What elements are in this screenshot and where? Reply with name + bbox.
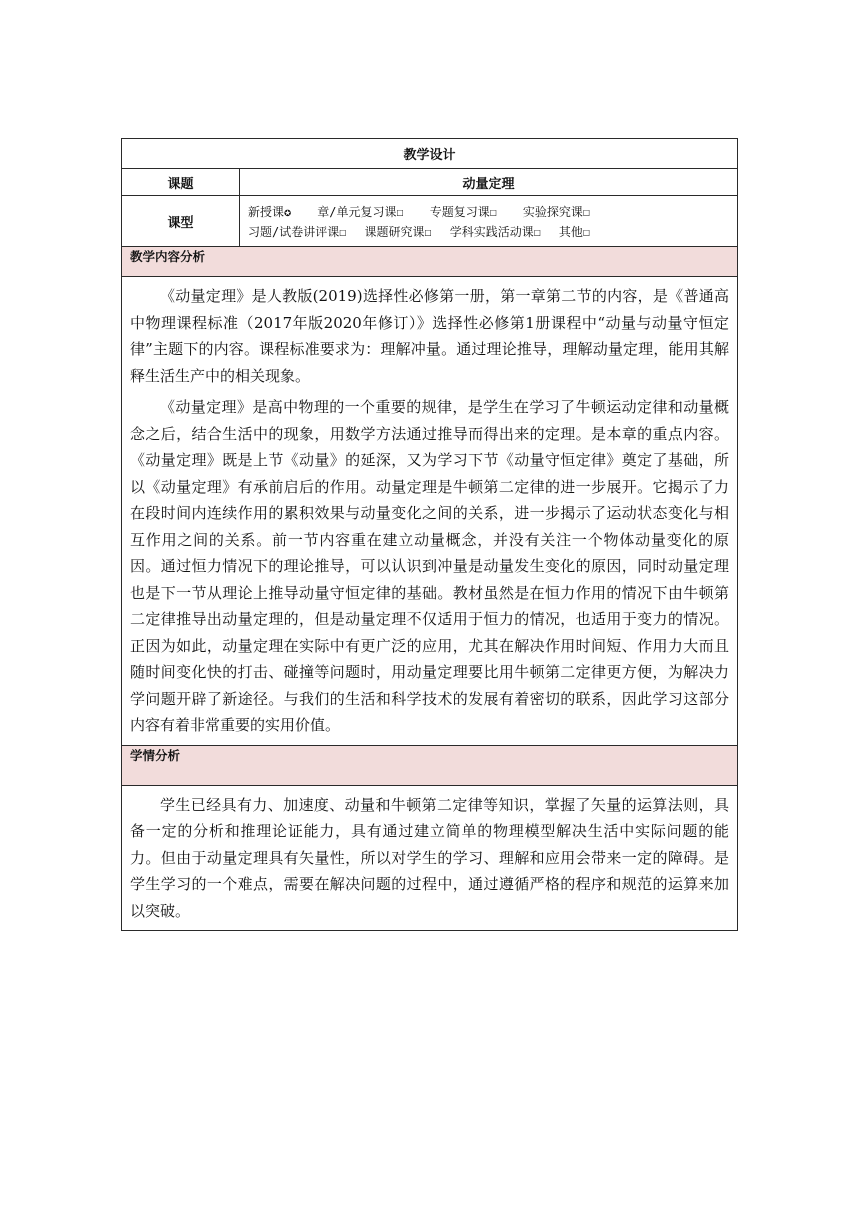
lesson-type-option-topic-review[interactable]: 专题复习课☐ [429,204,497,219]
topic-value: 动量定理 [462,176,515,192]
content-analysis-paragraph-2: 《动量定理》是高中物理的一个重要的规律，是学生在学习了牛顿运动定律和动量概念之后，结合生活中的现象，用数学方法通过推导而得出来的定理。是本章的重点内容。《动量定理》既是上节《动量》的延深，又为学习下节《动量守恒定律》奠定了基础，所以《动量定理》有承前启后的作用。动量定理是牛顿第二定律的进一步展开。它揭示了力在段时间内连续作用的累积效果与动量变化之间的关系，进一步揭示了运动状态变化与相互作用之间的关系。前一节内容重在建立动量概念，并没有关注一个物体动量变化的原因。通过恒力情况下的理论推导，可以认识到冲量是动量发生变化的原因，同时动量定理也是下一节从理论上推导动量守恒定律的基础。教材虽然是在恒力作用的情况下由牛顿第二定律推导出动量定理的，但是动量定理不仅适用于恒力的情况，也适用于变力的情况。正因为如此，动量定理在实际中有更广泛的应用，尤其在解决作用时间短、作用力大而且随时间变化快的打击、碰撞等问题时，用动量定理要比用牛顿第二定律更方便，为解决力学问题开辟了新途径。与我们的生活和科学技术的发展有着密切的联系，因此学习这部分内容有着非常重要的实用价值。 [130,398,729,734]
student-analysis-body-row [122,786,737,931]
table-title: 教学设计 [403,148,456,163]
lesson-type-line-2 [248,223,737,240]
content-analysis-heading-row [122,247,737,277]
lesson-design-table [121,138,738,931]
lesson-type-option-unit-review[interactable]: 章/单元复习课☐ [317,204,404,219]
student-analysis-body [122,786,737,931]
table-title-row [122,139,737,169]
content-analysis-paragraph-1: 《动量定理》是人教版(2019)选择性必修第一册，第一章第二节的内容，是《普通高中物理课程标准（2017年版2020年修订）》选择性必修第1册课程中“动量与动量守恒定律”主题下的内容。课程标准要求为：理解冲量。通过理论推导，理解动量定理，能用其解释生活生产中的相关现象。 [130,287,729,385]
student-analysis-paragraph-1: 学生已经具有力、加速度、动量和牛顿第二定律等知识，掌握了矢量的运算法则，具备一定的分析和推理论证能力，具有通过建立简单的物理模型解决生活中实际问题的能力。但由于动量定理具有矢量性，所以对学生的学习、理解和应用会带来一定的障碍。是学生学习的一个难点，需要在解决问题的过程中，通过遵循严格的程序和规范的运算来加以突破。 [130,795,729,920]
content-analysis-body-row [122,277,737,746]
lesson-type-option-other[interactable]: 其他☐ [558,224,591,239]
lesson-type-option-new[interactable]: 新授课✪ [248,204,292,219]
topic-label: 课题 [122,169,240,195]
lesson-type-option-experiment[interactable]: 实验探究课☐ [522,204,591,219]
lesson-type-option-research[interactable]: 课题研究课☐ [364,224,432,239]
lesson-type-option-exercise-review[interactable]: 习题/试卷讲评课☐ [248,224,347,239]
lesson-type-options [240,196,737,246]
lesson-type-option-practice[interactable]: 学科实践活动课☐ [449,224,541,239]
lesson-type-row [122,196,737,247]
student-analysis-heading-row [122,746,737,786]
topic-row [122,169,737,196]
content-analysis-body [122,277,737,745]
student-analysis-heading: 学情分析 [130,747,181,763]
content-analysis-heading: 教学内容分析 [130,249,206,264]
lesson-type-line-1 [248,203,737,220]
lesson-type-label: 课型 [122,196,240,246]
